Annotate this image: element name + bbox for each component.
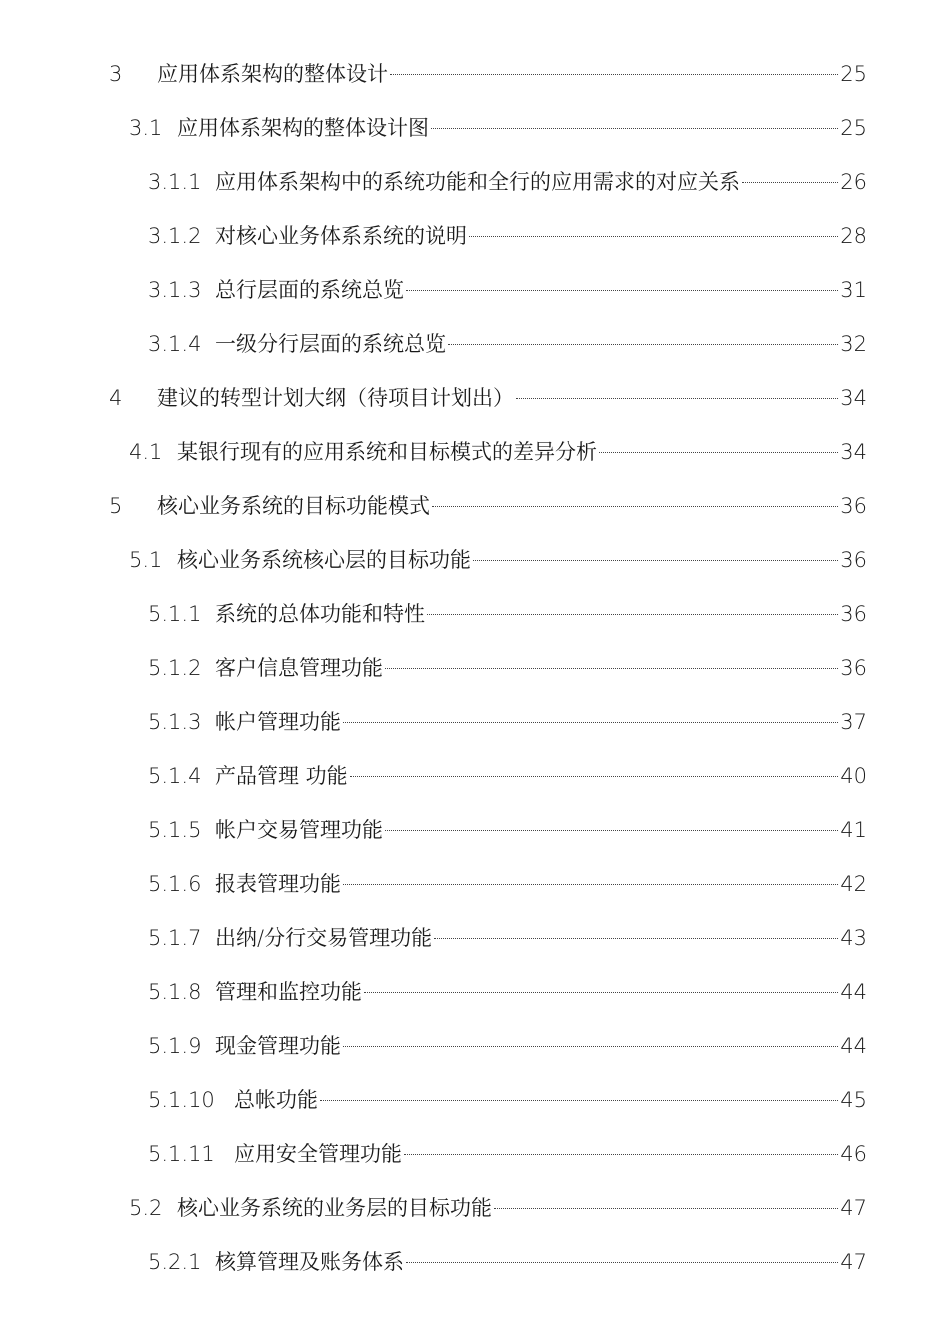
toc-title: 系统的总体功能和特性	[215, 602, 425, 626]
toc-entry[interactable]	[0, 965, 950, 1019]
toc-page-number: 28	[840, 224, 867, 248]
toc-page-number: 31	[840, 278, 867, 302]
dot-leader	[434, 938, 838, 939]
toc-title: 客户信息管理功能	[215, 656, 383, 680]
toc-number: 3	[109, 62, 123, 86]
dot-leader	[448, 344, 838, 345]
toc-title: 一级分行层面的系统总览	[215, 332, 446, 356]
toc-title: 管理和监控功能	[215, 980, 362, 1004]
toc-page-number: 46	[840, 1142, 867, 1166]
toc-title: 核心业务系统的业务层的目标功能	[177, 1196, 492, 1220]
toc-title: 现金管理功能	[215, 1034, 341, 1058]
dot-leader	[406, 1262, 838, 1263]
dot-leader	[404, 1154, 838, 1155]
dot-leader	[469, 236, 838, 237]
toc-entry[interactable]	[0, 1019, 950, 1073]
dot-leader	[599, 452, 838, 453]
toc-page-number: 43	[840, 926, 867, 950]
toc-entry[interactable]	[0, 317, 950, 371]
toc-page-number: 47	[840, 1250, 867, 1274]
toc-page-number: 41	[840, 818, 867, 842]
toc-page-number: 47	[840, 1196, 867, 1220]
toc-title: 报表管理功能	[215, 872, 341, 896]
toc-title: 核心业务系统核心层的目标功能	[177, 548, 471, 572]
toc-title: 应用体系架构中的系统功能和全行的应用需求的对应关系	[215, 170, 740, 194]
toc-entry[interactable]	[0, 479, 950, 533]
toc-number: 5.2.1	[148, 1250, 202, 1274]
toc-page-number: 44	[840, 1034, 867, 1058]
toc-number: 5.1.4	[148, 764, 202, 788]
toc-entry[interactable]	[0, 641, 950, 695]
toc-title: 帐户交易管理功能	[215, 818, 383, 842]
toc-number: 5.2	[129, 1196, 163, 1220]
toc-entry[interactable]	[0, 425, 950, 479]
toc-page-number: 36	[840, 494, 867, 518]
toc-entry[interactable]	[0, 1235, 950, 1289]
toc-entry[interactable]	[0, 911, 950, 965]
toc-number: 5.1.7	[148, 926, 202, 950]
toc-entry[interactable]	[0, 1127, 950, 1181]
toc-page-number: 25	[840, 116, 867, 140]
toc-entry[interactable]	[0, 101, 950, 155]
toc-page-number: 25	[840, 62, 867, 86]
toc-title: 总帐功能	[234, 1088, 318, 1112]
toc-number: 5.1.9	[148, 1034, 202, 1058]
toc-title: 建议的转型计划大纲（待项目计划出）	[157, 386, 514, 410]
toc-title: 某银行现有的应用系统和目标模式的差异分析	[177, 440, 597, 464]
toc-title: 总行层面的系统总览	[215, 278, 404, 302]
dot-leader	[343, 1046, 838, 1047]
toc-title: 产品管理 功能	[215, 764, 348, 788]
toc-title: 对核心业务体系系统的说明	[215, 224, 467, 248]
toc-number: 3.1.3	[148, 278, 202, 302]
toc-number: 3.1	[129, 116, 163, 140]
toc-entry[interactable]	[0, 209, 950, 263]
dot-leader	[320, 1100, 838, 1101]
toc-page-number: 36	[840, 602, 867, 626]
toc-number: 3.1.2	[148, 224, 202, 248]
toc-number: 4.1	[129, 440, 163, 464]
dot-leader	[343, 722, 838, 723]
toc-title: 应用体系架构的整体设计	[157, 62, 388, 86]
toc-page-number: 26	[840, 170, 867, 194]
toc-number: 5	[109, 494, 123, 518]
toc-number: 5.1.10	[148, 1088, 215, 1112]
toc-entry[interactable]	[0, 1073, 950, 1127]
dot-leader	[431, 128, 838, 129]
toc-page-number: 32	[840, 332, 867, 356]
dot-leader	[350, 776, 839, 777]
toc-title: 应用安全管理功能	[234, 1142, 402, 1166]
dot-leader	[343, 884, 838, 885]
toc-title: 核算管理及账务体系	[215, 1250, 404, 1274]
toc-entry[interactable]	[0, 155, 950, 209]
toc-title: 出纳/分行交易管理功能	[215, 926, 433, 950]
toc-page-number: 37	[840, 710, 867, 734]
toc-number: 5.1.2	[148, 656, 202, 680]
dot-leader	[494, 1208, 838, 1209]
toc-entry[interactable]	[0, 1181, 950, 1235]
toc-number: 5.1.8	[148, 980, 202, 1004]
toc-number: 3.1.1	[148, 170, 202, 194]
toc-page-number: 44	[840, 980, 867, 1004]
toc-title: 应用体系架构的整体设计图	[177, 116, 429, 140]
toc-number: 5.1	[129, 548, 163, 572]
dot-leader	[406, 290, 838, 291]
toc-entry[interactable]	[0, 47, 950, 101]
toc-entry[interactable]	[0, 803, 950, 857]
toc-number: 5.1.5	[148, 818, 202, 842]
toc-number: 3.1.4	[148, 332, 202, 356]
toc-entry[interactable]	[0, 263, 950, 317]
toc-page-number: 36	[840, 548, 867, 572]
toc-page-number: 42	[840, 872, 867, 896]
toc-page-number: 45	[840, 1088, 867, 1112]
toc-page-number: 40	[840, 764, 867, 788]
dot-leader	[385, 830, 838, 831]
dot-leader	[390, 74, 838, 75]
toc-title: 帐户管理功能	[215, 710, 341, 734]
dot-leader	[432, 506, 838, 507]
toc-page-number: 34	[840, 386, 867, 410]
dot-leader	[516, 398, 838, 399]
toc-entry[interactable]	[0, 857, 950, 911]
dot-leader	[385, 668, 838, 669]
toc-number: 5.1.3	[148, 710, 202, 734]
toc-entry[interactable]	[0, 749, 950, 803]
toc-number: 5.1.6	[148, 872, 202, 896]
dot-leader	[427, 614, 838, 615]
toc-entry[interactable]	[0, 371, 950, 425]
toc-entry[interactable]	[0, 587, 950, 641]
toc-number: 5.1.11	[148, 1142, 215, 1166]
toc-page-number: 36	[840, 656, 867, 680]
table-of-contents	[0, 47, 950, 1289]
dot-leader	[364, 992, 838, 993]
toc-number: 5.1.1	[148, 602, 202, 626]
dot-leader	[742, 182, 838, 183]
toc-title: 核心业务系统的目标功能模式	[157, 494, 430, 518]
dot-leader	[473, 560, 838, 561]
toc-entry[interactable]	[0, 695, 950, 749]
toc-page-number: 34	[840, 440, 867, 464]
toc-number: 4	[109, 386, 123, 410]
toc-entry[interactable]	[0, 533, 950, 587]
